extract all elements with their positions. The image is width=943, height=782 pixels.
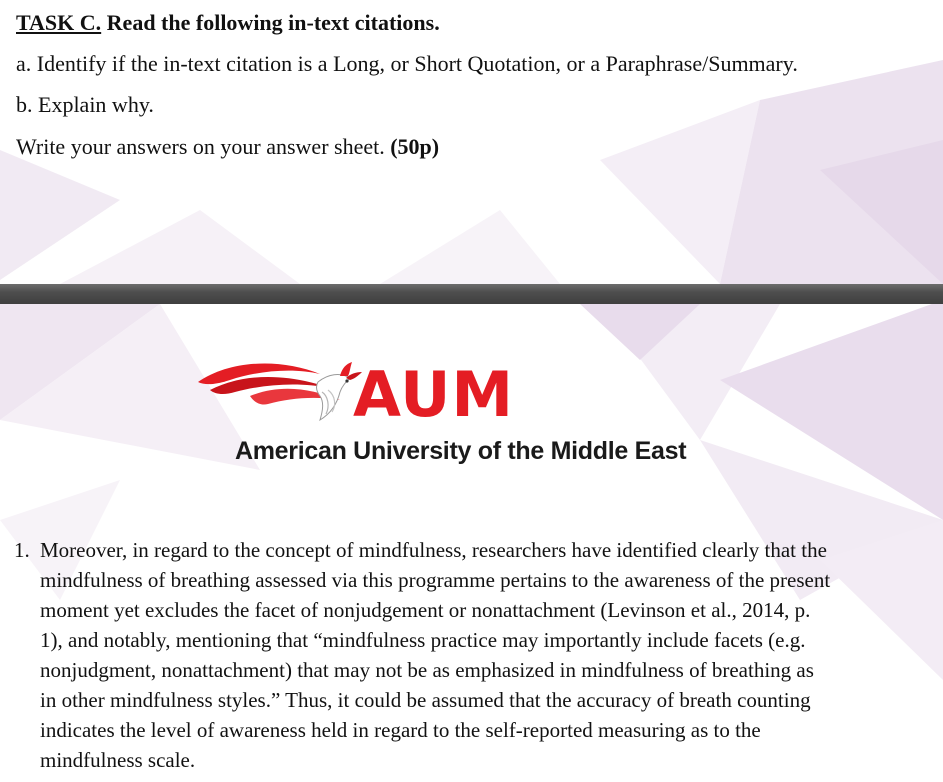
citation-line: indicates the level of awareness held in regard to the self-reported measuring as to the xyxy=(40,718,761,742)
citation-number: 1. xyxy=(14,538,30,562)
university-logo xyxy=(190,352,750,472)
phoenix-logo-icon xyxy=(190,352,365,432)
write-instruction xyxy=(16,134,439,160)
points-label: (50p) xyxy=(390,134,440,159)
task-label: TASK C. xyxy=(16,10,102,35)
citation-line: in other mindfulness styles.” Thus, it could be assumed that the accuracy of breath counting xyxy=(40,688,811,712)
citation-line: nonjudgment, nonattachment) that may not be as emphasized in mindfulness of breathing as xyxy=(40,658,814,682)
write-instruction-text: Write your answers on your answer sheet. xyxy=(16,134,391,159)
logo-acronym: AUM xyxy=(353,358,515,431)
citation-line: mindfulness of breathing assessed via this programme pertains to the awareness of the present xyxy=(40,568,831,592)
instruction-b: b. Explain why. xyxy=(16,92,154,117)
citation-line: 1), and notably, mentioning that “mindfulness practice may importantly include facets (e.g. xyxy=(40,628,806,652)
citation-line: Moreover, in regard to the concept of mindfulness, researchers have identified clearly that the xyxy=(40,538,827,562)
university-name: American University of the Middle East xyxy=(235,437,687,465)
task-heading xyxy=(16,10,440,36)
section-divider xyxy=(0,284,943,304)
task-heading-text: Read the following in-text citations. xyxy=(101,10,440,35)
task-instructions xyxy=(0,0,943,284)
citation-line: moment yet excludes the facet of nonjudgement or nonattachment (Levinson et al., 2014, p. xyxy=(40,598,811,622)
citation-line: mindfulness scale. xyxy=(40,748,196,772)
instruction-a: a. Identify if the in-text citation is a Long, or Short Quotation, or a Paraphrase/Summary. xyxy=(16,51,798,76)
